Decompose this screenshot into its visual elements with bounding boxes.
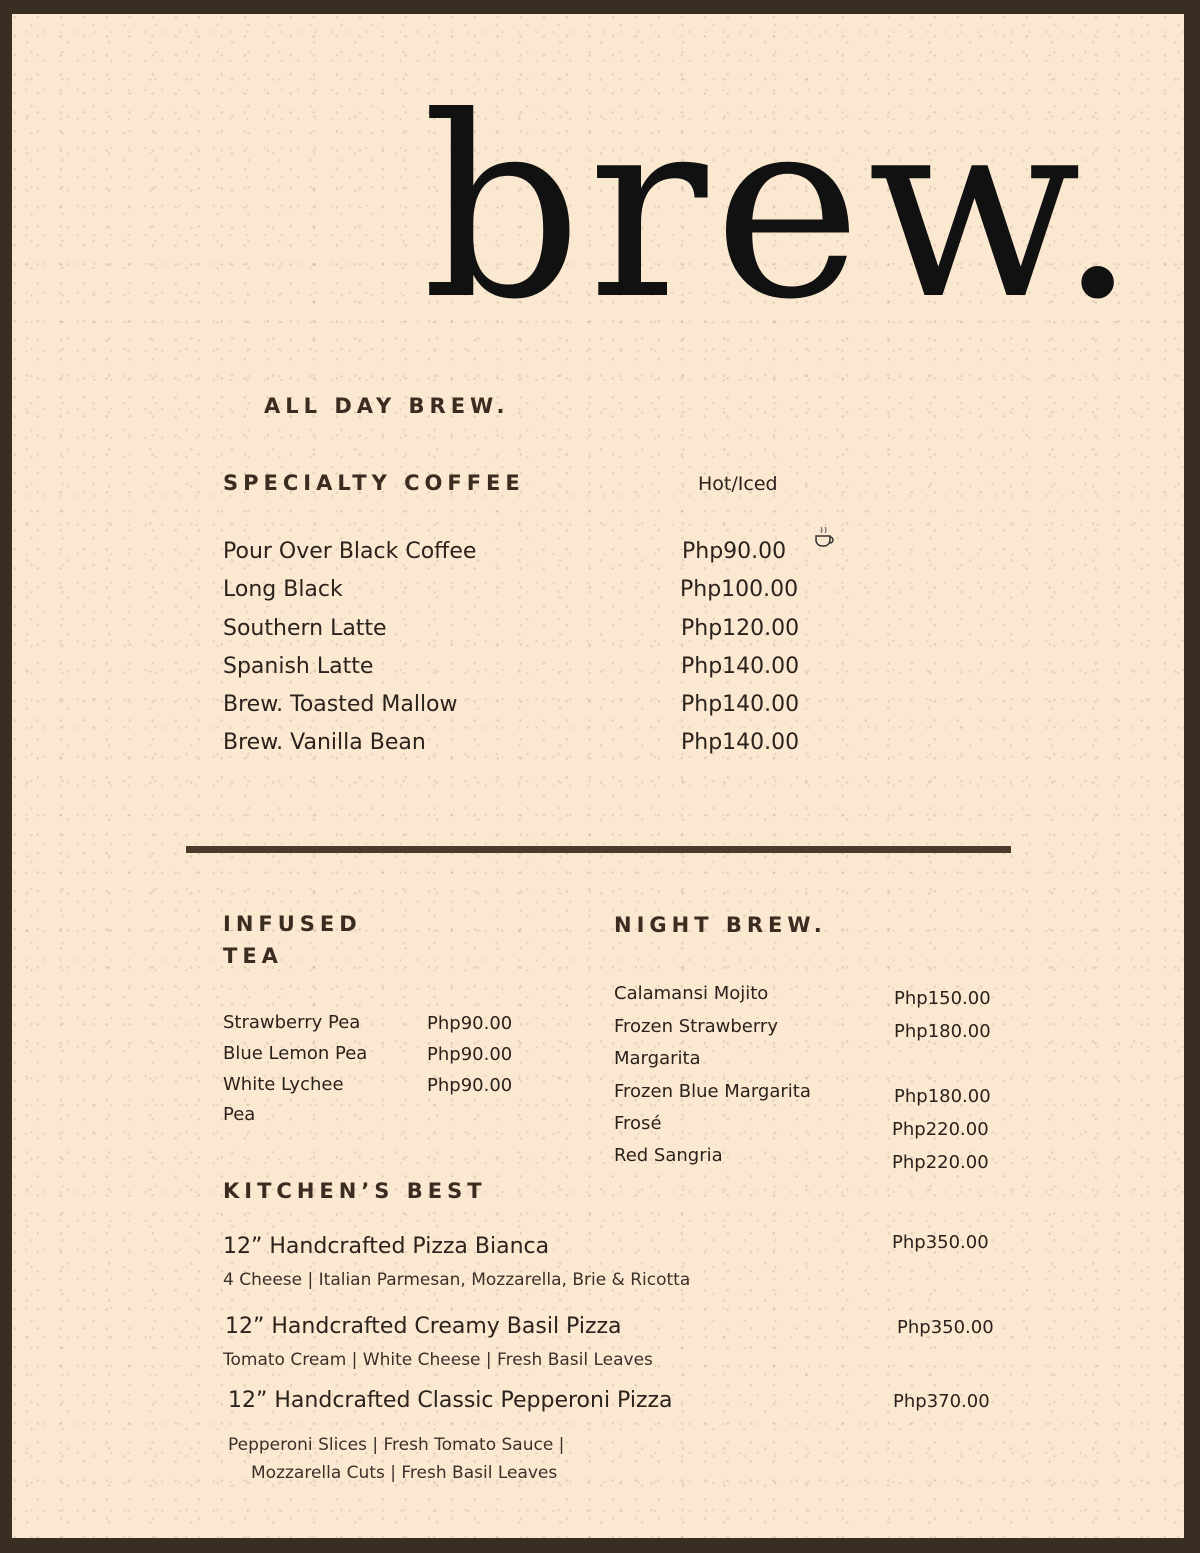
coffee-item-name: Long Black	[223, 577, 343, 602]
tea-item-name: Blue Lemon Pea	[223, 1043, 368, 1064]
pizza-item-price: Php370.00	[893, 1391, 990, 1412]
pizza-item-name: 12” Handcrafted Creamy Basil Pizza	[225, 1314, 622, 1339]
infused-tea-heading-line2: TEA	[223, 944, 283, 968]
hot-iced-label: Hot/Iced	[698, 473, 778, 495]
pizza-item-price: Php350.00	[897, 1317, 994, 1338]
specialty-coffee-heading: SPECIALTY COFFEE	[223, 471, 525, 495]
night-item-price: Php180.00	[894, 1086, 991, 1107]
coffee-item-name: Southern Latte	[223, 616, 387, 641]
kitchens-best-heading: KITCHEN’S BEST	[223, 1179, 487, 1203]
night-item-name: Calamansi Mojito	[614, 983, 769, 1004]
night-item-name: Frozen Blue Margarita	[614, 1081, 811, 1102]
pizza-item-price: Php350.00	[892, 1232, 989, 1253]
infused-tea-heading-line1: INFUSED	[223, 912, 362, 936]
coffee-cup-icon	[812, 524, 838, 550]
coffee-item-price: Php140.00	[681, 692, 800, 717]
coffee-item-name: Pour Over Black Coffee	[223, 539, 477, 564]
night-item-name-line1: Frozen Strawberry	[614, 1016, 778, 1037]
night-item-price: Php150.00	[894, 988, 991, 1009]
coffee-item-name: Spanish Latte	[223, 654, 374, 679]
pizza-item-description-line1: Pepperoni Slices | Fresh Tomato Sauce |	[228, 1435, 565, 1455]
menu-page	[12, 14, 1184, 1538]
brand-logo: brew.	[422, 63, 1144, 354]
night-brew-heading: NIGHT BREW.	[614, 913, 827, 937]
tea-item-name-line2: Pea	[223, 1104, 256, 1125]
night-item-price: Php220.00	[892, 1119, 989, 1140]
night-item-name-line2: Margarita	[614, 1048, 701, 1069]
tea-item-name-line1: White Lychee	[223, 1074, 344, 1095]
coffee-item-name: Brew. Vanilla Bean	[223, 730, 426, 755]
tea-item-name: Strawberry Pea	[223, 1012, 361, 1033]
night-item-price: Php220.00	[892, 1152, 989, 1173]
pizza-item-description: 4 Cheese | Italian Parmesan, Mozzarella, Brie & Ricotta	[223, 1270, 691, 1290]
coffee-item-price: Php100.00	[680, 577, 799, 602]
coffee-item-price: Php120.00	[681, 616, 800, 641]
pizza-item-name: 12” Handcrafted Pizza Bianca	[223, 1234, 550, 1259]
pizza-item-description-line2: Mozzarella Cuts | Fresh Basil Leaves	[251, 1463, 558, 1483]
all-day-brew-heading: ALL DAY BREW.	[264, 394, 510, 418]
coffee-item-name: Brew. Toasted Mallow	[223, 692, 458, 717]
coffee-item-price: Php140.00	[681, 654, 800, 679]
night-item-name: Red Sangria	[614, 1145, 723, 1166]
night-item-price: Php180.00	[894, 1021, 991, 1042]
tea-item-price: Php90.00	[427, 1044, 513, 1065]
tea-item-price: Php90.00	[427, 1075, 513, 1096]
coffee-item-price: Php90.00	[682, 539, 787, 564]
coffee-item-price: Php140.00	[681, 730, 800, 755]
section-divider	[186, 846, 1011, 853]
pizza-item-description: Tomato Cream | White Cheese | Fresh Basil Leaves	[223, 1350, 653, 1370]
tea-item-price: Php90.00	[427, 1013, 513, 1034]
night-item-name: Frosé	[614, 1113, 662, 1134]
pizza-item-name: 12” Handcrafted Classic Pepperoni Pizza	[228, 1388, 673, 1413]
